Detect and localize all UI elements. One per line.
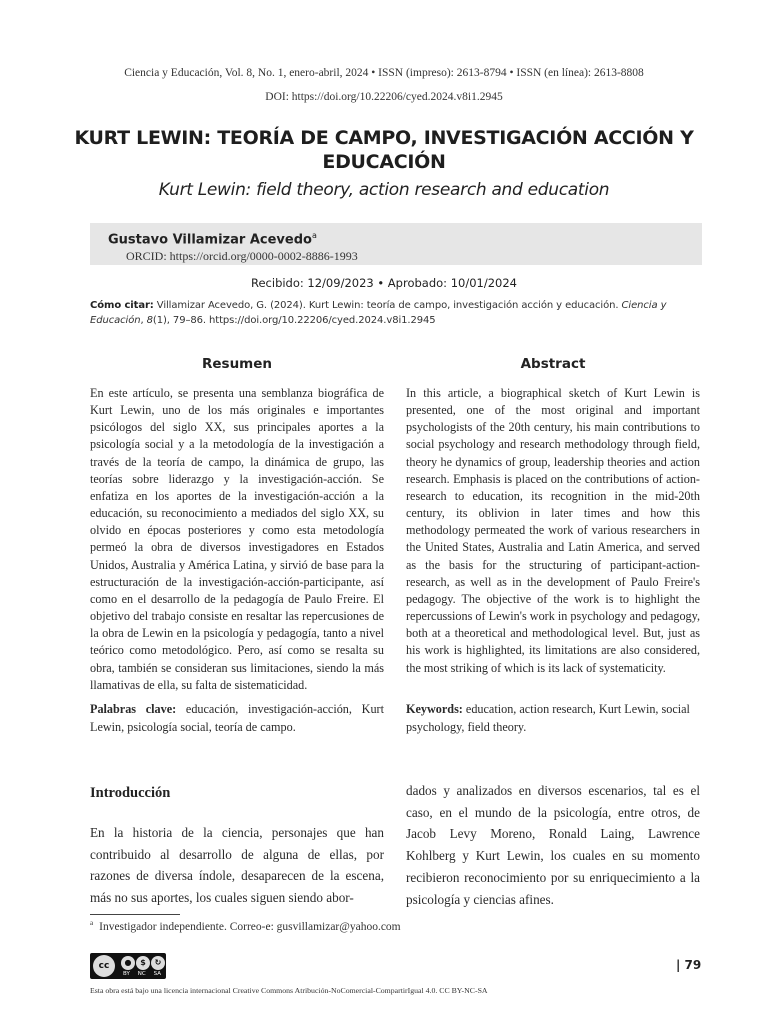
by-icon: ● — [121, 956, 135, 970]
page-number: | 79 — [676, 958, 702, 972]
journal-doi: DOI: https://doi.org/10.22206/cyed.2024.v8i1.2945 — [265, 91, 503, 103]
abstract-text: In this article, a biographical sketch of Kurt Lewin is presented, one of the most original and important psychologists of the 20th century, his main contributions to social psychology and research methodology through field, theory he dynamics of group, leadership theories and action research. Emphasis is placed on the contributions of action-research to education, its recognition in the mid-20th century, its oblivion in later times and how this methodology permeated the work of various researchers in the United States, Australia and Latin America, and served as the basis for the structuring of participant-action-research, as well as in the development of Paulo Freire's pedagogy. The objective of the work is to highlight the repercussions of Lewin's work in psychology and pedagogy, both at a theoretical and methodological level. But, just as his work is highlighted, its limitations are also considered, the most striking of which is its lack of systematicity. — [406, 386, 700, 675]
introduction-text-right: dados y analizados en diversos escenarios, tal es el caso, en el mundo de la psicología, entre otros, de Jacob Levy Moreno, Ronald Laing, Lawrence Kohlberg y Kurt Lewin, los cuales en su momento recibieron reconocimiento por su enriquecimiento a la psicología y ciencias afines. — [406, 783, 700, 907]
footnote-rule — [90, 914, 180, 915]
keywords-label: Keywords: — [406, 702, 463, 716]
footnote: $^a$ Investigador independiente. Correo-e: gusvillamizar@yahoo.com — [90, 919, 401, 933]
cc-icon: cc — [93, 955, 115, 977]
resumen-heading: Resumen — [201, 356, 273, 372]
journal-info: Ciencia y Educación, Vol. 8, No. 1, enero-abril, 2024 • ISSN (impreso): 2613-8794 • ISSN (en línea): 2613-8808 — [124, 67, 644, 79]
author-name: Gustavo Villamizar Acevedo$^a$ — [108, 231, 317, 248]
author-orcid: ORCID: https://orcid.org/0000-0002-8886-1993 — [126, 249, 358, 263]
sa-icon: ↻ — [151, 956, 165, 970]
palabras-clave-label: Palabras clave: — [90, 702, 177, 716]
keywords: Keywords: education, action research, Kurt Lewin, social psychology, field theory. — [406, 702, 690, 734]
citation: Cómo citar: Villamizar Acevedo, G. (2024). Kurt Lewin: teoría de campo, investigación acción y educación. Ciencia y Educación, 8(1), 79–86. https://doi.org/10.22206/cyed.2024.v8i1.2945 — [90, 300, 667, 326]
received-approved-dates: Recibido: 12/09/2023 • Aprobado: 10/01/2024 — [251, 276, 517, 290]
resumen-text: En este artículo, se presenta una semblanza biográfica de Kurt Lewin, uno de los más originales e importantes psicólogos del siglo XX, sus principales aportes a la psicología social y a la metodología de la investigación a través de la teoría de campo, la dinámica de grupo, las teorías sobre liderazgo y la investigación-acción. Se enfatiza en los aportes de la investigación-acción a la educación, su reconocimiento a mediados del siglo XX, su olvido en épocas posteriores y como esta metodología permeó la obra de diversos investigadores en Estados Unidos, Australia y América Latina, y sirvió de base para la estructuración de la investigación-acción-participante, así como en el desarrollo de la pedagogía de Paulo Freire. El objetivo del trabajo consiste en resaltar las repercusiones de la obra de Lewin en la psicología y pedagogía, tanto a nivel teórico como metodológico. Pero, así como se resalta su obra, también se consideran sus limitaciones, siendo la más llamativas de ella, su falta de sistematicidad. — [90, 386, 384, 692]
cc-license-badge[interactable] — [90, 953, 166, 979]
introduction-text-left: En la historia de la ciencia, personajes que han contribuido al desarrollo de alguna de ellas, por razones de diversa índole, desaparecen de la escena, más no sus aportes, los cuales siguen siendo abor- — [90, 825, 384, 906]
author-marker: a — [311, 231, 317, 240]
citation-volume: 8 — [146, 315, 153, 326]
article-subtitle: Kurt Lewin: field theory, action research and education — [158, 180, 610, 200]
author-box — [90, 223, 702, 265]
article-title: KURT LEWIN: TEORÍA DE CAMPO, INVESTIGACIÓN ACCIÓN Y EDUCACIÓN — [74, 127, 694, 173]
palabras-clave: Palabras clave: educación, investigación-acción, Kurt Lewin, psicología social, teoría de campo. — [90, 702, 384, 734]
nc-icon: $ — [136, 956, 150, 970]
citation-journal: Ciencia y Educación — [90, 300, 667, 326]
footnote-marker: a — [90, 919, 94, 927]
citation-label: Cómo citar: — [90, 300, 154, 311]
introduction-heading: Introducción — [90, 785, 171, 801]
abstract-heading: Abstract — [520, 356, 586, 372]
license-text: Esta obra está bajo una licencia internacional Creative Commons Atribución-NoComercial-CompartirIgual 4.0. CC BY-NC-SA — [90, 986, 488, 995]
cc-labels: BY NC SA — [122, 971, 162, 977]
